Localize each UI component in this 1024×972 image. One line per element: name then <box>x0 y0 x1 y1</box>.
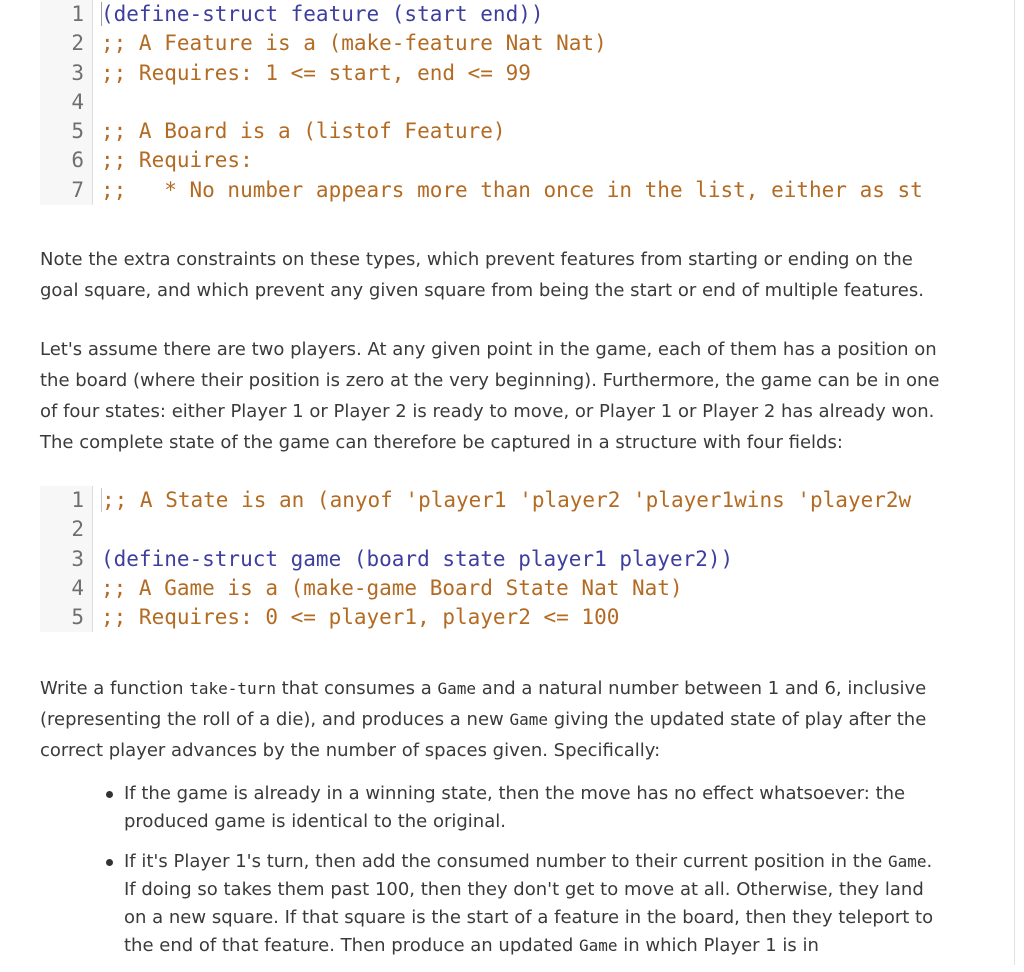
line-number: 1 <box>40 0 92 29</box>
inline-code-game: Game <box>509 710 549 729</box>
code-line[interactable] <box>40 146 940 175</box>
code-line[interactable] <box>40 0 940 29</box>
paragraph-two-players: Let's assume there are two players. At any given point in the game, each of them has a position on the board (where their position is zero at the very beginning). Furthermore, the game can be in one of four states: either Player 1 or Player 2 is ready to move, or Player 1 or Player 2 has already won. The complete state of the game can therefore be captured in a structure with four fields: <box>40 339 940 453</box>
code-text[interactable] <box>93 574 683 603</box>
code-text[interactable] <box>93 88 101 117</box>
code-token-comment: ;; A Board is a (listof Feature) <box>101 119 506 144</box>
code-token-comment: ;; Requires: <box>101 148 253 173</box>
page-right-border <box>1014 0 1015 965</box>
code-line[interactable] <box>40 603 940 632</box>
line-number: 6 <box>40 146 92 175</box>
bullet-item-winning-state <box>100 780 940 836</box>
code-line[interactable] <box>40 545 940 574</box>
code-line[interactable] <box>40 88 940 117</box>
code-token-comment: ;; Requires: 0 <= player1, player2 <= 100 <box>101 605 620 630</box>
inline-code-game: Game <box>888 852 927 871</box>
code-token-comment: ;; A State is an (anyof 'player1 'player2 'player1wins 'player2w <box>102 488 912 512</box>
take-turn-text-1: Write a function <box>40 678 190 699</box>
line-number: 2 <box>40 515 92 544</box>
line-number: 2 <box>40 29 92 58</box>
bullet-text-3: in which Player 1 is in <box>617 935 819 956</box>
code-token-keyword: (define-struct feature (start end)) <box>101 2 544 26</box>
line-number: 7 <box>40 176 92 205</box>
bullet-item-player1-turn <box>100 848 940 960</box>
paragraph-constraints-note: Note the extra constraints on these types, which prevent features from starting or ending on the goal square, and which prevent any given square from being the start or end of multiple features. <box>40 249 924 301</box>
code-token-comment: ;; A Game is a (make-game Board State Nat Nat) <box>101 575 683 600</box>
take-turn-text-4: giving the updated state of play after the correct player advances by the number of spaces given. Specifically: <box>40 709 927 761</box>
inline-code-game: Game <box>578 936 618 955</box>
code-line[interactable] <box>40 515 940 544</box>
inline-code-take-turn: take-turn <box>189 679 276 698</box>
code-token-comment: ;; A Feature is a (make-feature Nat Nat) <box>101 31 607 56</box>
rules-bullet-list <box>100 780 940 972</box>
line-number: 5 <box>40 117 92 146</box>
code-text[interactable] <box>93 176 923 205</box>
line-number: 4 <box>40 88 92 117</box>
code-text[interactable] <box>93 515 101 544</box>
code-text[interactable] <box>93 545 733 574</box>
code-text[interactable] <box>93 146 253 175</box>
code-line[interactable] <box>40 59 940 88</box>
code-token-comment: ;; * No number appears more than once in the list, either as st <box>101 177 923 202</box>
inline-code-game: Game <box>437 679 477 698</box>
code-text[interactable] <box>93 59 531 88</box>
code-block-game[interactable] <box>40 486 940 632</box>
bullet-dot-icon <box>106 859 113 866</box>
take-turn-text-2: that consumes a <box>275 678 438 699</box>
code-token-comment: ;; Requires: 1 <= start, end <= 99 <box>101 60 531 85</box>
code-line[interactable] <box>40 29 940 58</box>
bullet-dot-icon <box>106 791 113 798</box>
code-text[interactable] <box>93 29 607 58</box>
line-number: 3 <box>40 545 92 574</box>
take-turn-text-3: and a natural number between 1 and 6, inclusive (representing the roll of a die), and produces a new <box>40 678 927 730</box>
code-text[interactable] <box>93 117 506 146</box>
code-block-feature[interactable] <box>40 0 940 205</box>
code-line[interactable] <box>40 574 940 603</box>
paragraph-take-turn <box>40 673 940 766</box>
line-number: 3 <box>40 59 92 88</box>
bullet-text-2: . If doing so takes them past 100, then they don't get to move at all. Otherwise, they land on a new square. If that square is the start of a feature in the board, then they teleport to the end of that feature. Then produce an updated <box>124 851 934 956</box>
bullet-text: If the game is already in a winning state, then the move has no effect whatsoever: the produced game is identical to the original. <box>124 783 906 832</box>
code-line[interactable] <box>40 176 940 205</box>
bullet-text-1: If it's Player 1's turn, then add the consumed number to their current position in the <box>124 851 888 872</box>
code-line[interactable] <box>40 117 940 146</box>
code-text[interactable] <box>93 603 619 632</box>
line-number: 5 <box>40 603 92 632</box>
code-line[interactable] <box>40 486 940 515</box>
code-text[interactable] <box>93 486 911 515</box>
line-number: 1 <box>40 486 92 515</box>
line-number: 4 <box>40 574 92 603</box>
code-token-keyword: (define-struct game (board state player1 player2)) <box>101 546 734 571</box>
code-text[interactable] <box>93 0 544 29</box>
